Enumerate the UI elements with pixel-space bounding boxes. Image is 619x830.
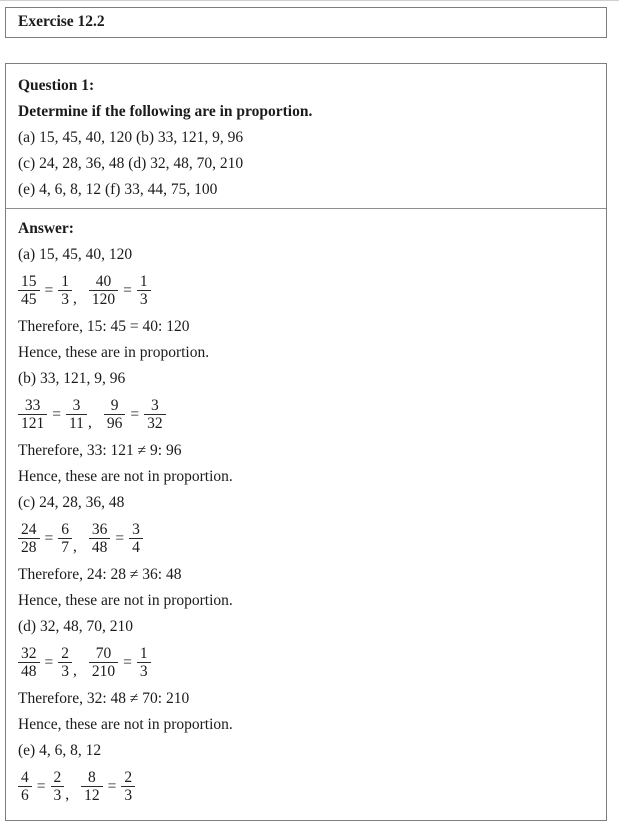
denominator: 3: [61, 291, 69, 308]
denominator: 3: [139, 291, 148, 308]
denominator: 7: [61, 539, 69, 556]
numerator: 15: [21, 273, 37, 290]
fraction: [18, 769, 32, 804]
numerator: 2: [124, 769, 133, 786]
fraction: [58, 273, 72, 308]
denominator: 210: [91, 663, 116, 680]
equals-sign: =: [107, 778, 117, 795]
denominator: 120: [91, 291, 116, 308]
answer-heading: Answer:: [18, 220, 74, 237]
hence-line: Hence, these are not in proportion.: [18, 716, 233, 733]
fraction: [58, 521, 72, 556]
answer-part-label: (c) 24, 28, 36, 48: [18, 494, 125, 511]
question-section: [6, 64, 606, 208]
answer-part-a: [18, 242, 594, 366]
answer-part-label: (a) 15, 45, 40, 120: [18, 246, 133, 263]
answer-part-label: (e) 4, 6, 8, 12: [18, 742, 102, 759]
denominator: 3: [124, 787, 133, 804]
denominator: 4: [132, 539, 140, 556]
numerator: 33: [24, 397, 41, 414]
answer-part-d: [18, 614, 594, 738]
numerator: 24: [21, 521, 37, 538]
denominator: 3: [139, 663, 148, 680]
exercise-title: Exercise 12.2: [18, 13, 105, 30]
equals-sign: =: [130, 406, 140, 423]
denominator: 12: [84, 787, 100, 804]
question-prompt: Determine if the following are in proportion.: [18, 103, 313, 120]
answer-section: [6, 208, 606, 820]
numerator: 1: [61, 273, 69, 290]
denominator: 11: [69, 415, 84, 432]
exercise-header-box: [5, 7, 607, 38]
denominator: 3: [53, 787, 62, 804]
numerator: 2: [61, 645, 69, 662]
fraction: [104, 397, 126, 432]
question-line: (e) 4, 6, 8, 12 (f) 33, 44, 75, 100: [18, 181, 218, 198]
question-line: (c) 24, 28, 36, 48 (d) 32, 48, 70, 210: [18, 155, 244, 172]
denominator: 96: [106, 415, 123, 432]
therefore-line: Therefore, 15: 45 = 40: 120: [18, 318, 190, 335]
comma-separator: ,: [87, 414, 92, 431]
equals-sign: =: [123, 654, 132, 671]
fraction: [121, 769, 135, 804]
fraction: [18, 521, 40, 556]
denominator: 3: [61, 663, 69, 680]
comma-separator: ,: [65, 786, 70, 803]
answer-part-e: [18, 738, 594, 804]
fraction: [18, 273, 40, 308]
numerator: 36: [91, 521, 108, 538]
numerator: 32: [21, 645, 37, 662]
equation-row: [18, 645, 594, 680]
fraction: [81, 769, 103, 804]
page-top-rule: [0, 0, 619, 1]
equals-sign: =: [36, 778, 46, 795]
equals-sign: =: [44, 654, 54, 671]
numerator: 3: [72, 397, 81, 414]
equals-sign: =: [123, 282, 132, 299]
numerator: 40: [95, 273, 112, 290]
denominator: 48: [21, 663, 37, 680]
fraction: [58, 645, 72, 680]
fraction: [144, 397, 166, 432]
therefore-line: Therefore, 24: 28 ≠ 36: 48: [18, 566, 182, 583]
numerator: 9: [110, 397, 119, 414]
question-line: (a) 15, 45, 40, 120 (b) 33, 121, 9, 96: [18, 129, 244, 146]
equals-sign: =: [44, 282, 54, 299]
denominator: 6: [21, 787, 29, 804]
answer-part-b: [18, 366, 594, 490]
numerator: 8: [88, 769, 96, 786]
numerator: 2: [53, 769, 62, 786]
answer-part-c: [18, 490, 594, 614]
hence-line: Hence, these are not in proportion.: [18, 468, 233, 485]
question-heading: Question 1:: [18, 77, 95, 94]
numerator: 3: [132, 521, 140, 538]
therefore-line: Therefore, 33: 121 ≠ 9: 96: [18, 442, 182, 459]
denominator: 45: [21, 291, 37, 308]
fraction: [18, 397, 47, 432]
denominator: 48: [91, 539, 108, 556]
denominator: 32: [147, 415, 163, 432]
equals-sign: =: [44, 530, 54, 547]
comma-separator: ,: [73, 662, 77, 679]
numerator: 3: [150, 397, 159, 414]
equals-sign: =: [115, 530, 125, 547]
fraction: [137, 645, 151, 680]
numerator: 1: [139, 645, 148, 662]
fraction: [66, 397, 87, 432]
equation-row: [18, 521, 594, 556]
fraction: [137, 273, 151, 308]
fraction: [89, 273, 118, 308]
numerator: 1: [139, 273, 148, 290]
denominator: 28: [21, 539, 37, 556]
numerator: 4: [21, 769, 29, 786]
fraction: [89, 645, 118, 680]
fraction: [51, 769, 65, 804]
fraction: [18, 645, 40, 680]
question-answer-box: [5, 63, 607, 821]
equation-row: [18, 397, 594, 432]
denominator: 121: [21, 415, 45, 432]
fraction: [129, 521, 143, 556]
answer-part-label: (b) 33, 121, 9, 96: [18, 370, 126, 387]
equals-sign: =: [52, 406, 61, 423]
equation-row: [18, 769, 594, 804]
equation-row: [18, 273, 594, 308]
comma-separator: ,: [73, 290, 77, 307]
comma-separator: ,: [73, 538, 77, 555]
hence-line: Hence, these are in proportion.: [18, 344, 210, 361]
numerator: 6: [61, 521, 69, 538]
answer-part-label: (d) 32, 48, 70, 210: [18, 618, 133, 635]
numerator: 70: [95, 645, 112, 662]
hence-line: Hence, these are not in proportion.: [18, 592, 233, 609]
therefore-line: Therefore, 32: 48 ≠ 70: 210: [18, 690, 190, 707]
fraction: [89, 521, 111, 556]
